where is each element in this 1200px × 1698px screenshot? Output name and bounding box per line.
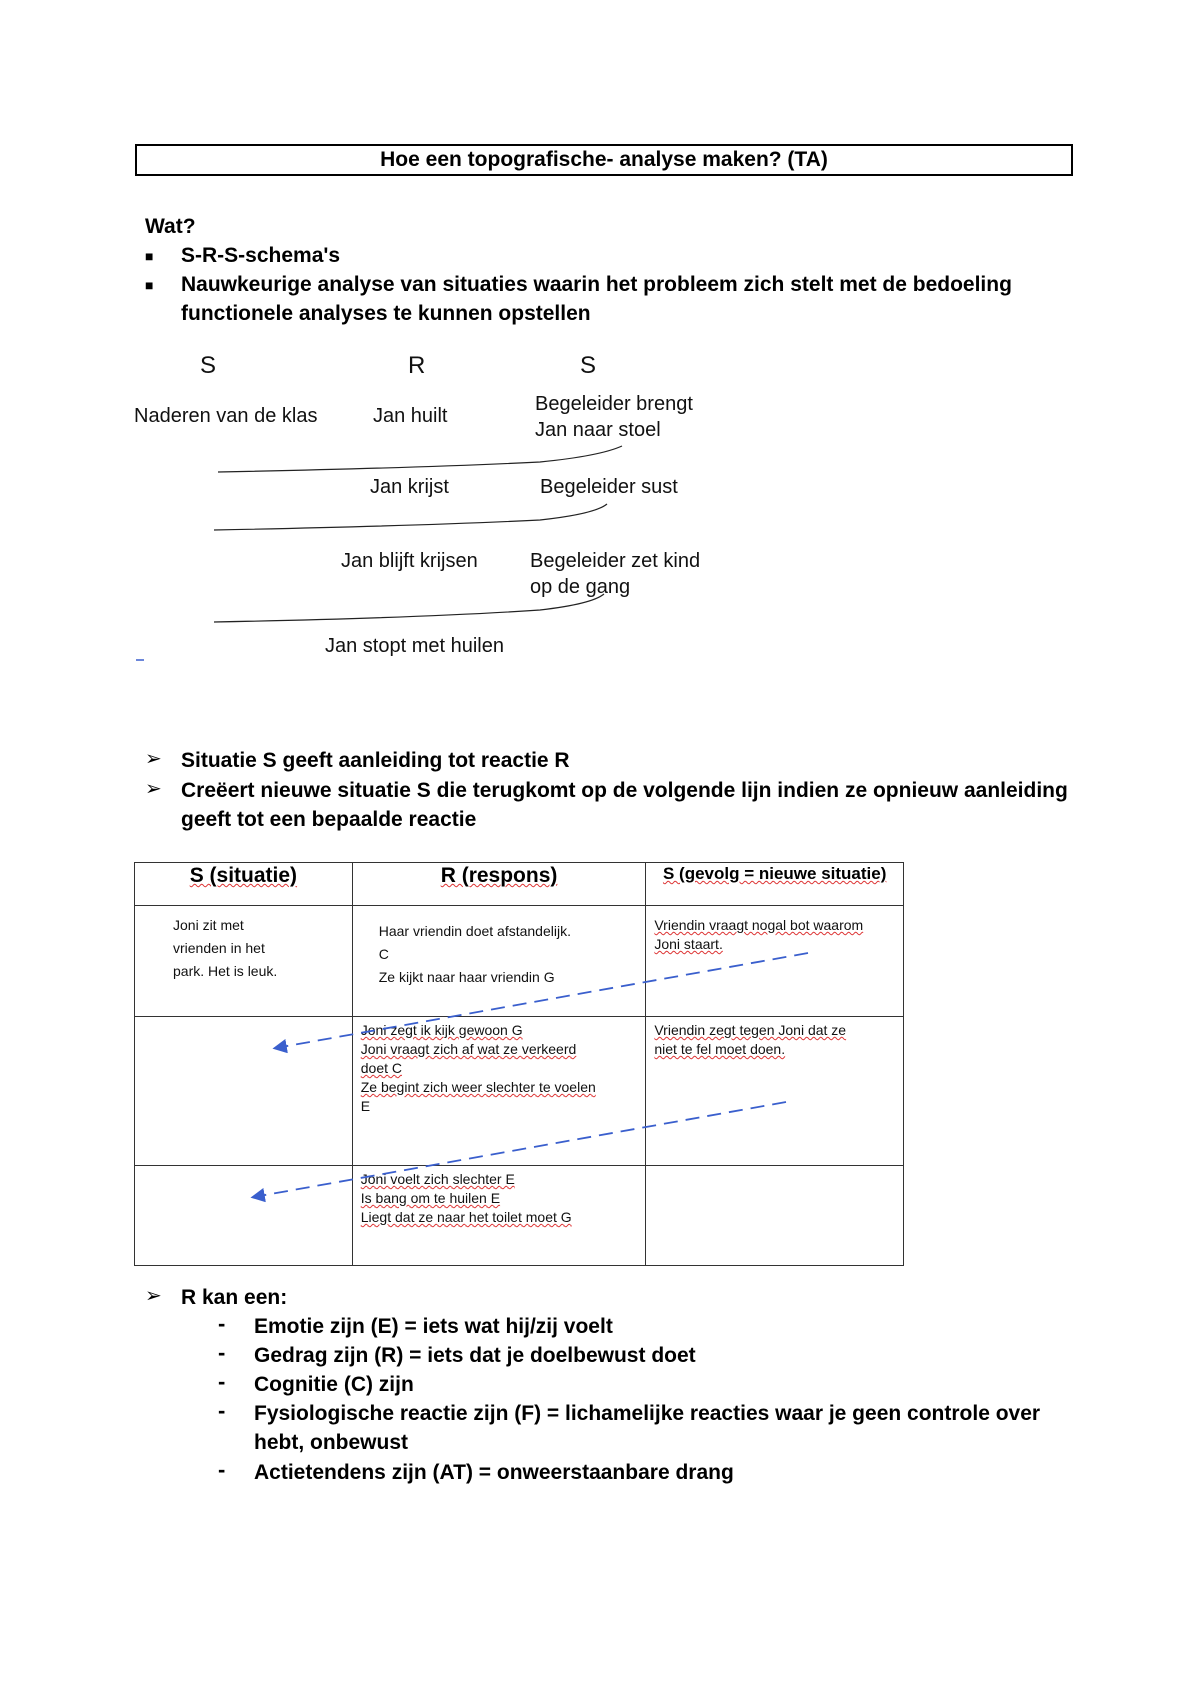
wat-heading: Wat?: [145, 215, 196, 238]
arrow-bullet-icon: ➢: [145, 748, 162, 770]
table-cell-response: Joni zegt ik kijk gewoon G Joni vraagt zich af wat ze verkeerd doet C Ze begint zich weer slechter te voelen E: [352, 1017, 646, 1166]
diagram-consequence-3a: Begeleider zet kind: [530, 550, 701, 572]
diagram-response-2: Jan krijst: [370, 476, 449, 498]
diagram-response-1: Jan huilt: [373, 405, 448, 427]
diagram-consequence-1b: Jan naar stoel: [535, 419, 661, 441]
diagram-situation-1: Naderen van de klas: [134, 405, 318, 427]
table-header-respons: R (respons): [352, 863, 646, 906]
r-kan-heading: R kan een:: [181, 1286, 288, 1309]
dashed-arrow-1: [276, 953, 808, 1048]
dash-bullet-icon: -: [218, 1398, 226, 1423]
diagram-consequence-2: Begeleider sust: [540, 476, 678, 498]
page-title: Hoe een topografische- analyse maken? (TA): [135, 144, 1073, 176]
diagram-response-3: Jan blijft krijsen: [341, 550, 478, 572]
table-cell-response: Joni voelt zich slechter E Is bang om te huilen E Liegt dat ze naar het toilet moet G: [352, 1166, 646, 1266]
diagram-header-r: R: [408, 352, 426, 379]
dash-bullet-icon: -: [218, 1340, 226, 1365]
table-cell-response: Haar vriendin doet afstandelijk. C Ze kijkt naar haar vriendin G: [352, 906, 646, 1017]
arrow-bullet-icon: ➢: [145, 778, 162, 800]
table-cell-situation: Joni zit met vrienden in het park. Het is leuk.: [135, 906, 353, 1017]
dashed-arrow-2: [254, 1102, 786, 1197]
r-kan-item: Actietendens zijn (AT) = onweerstaanbare drang: [254, 1461, 734, 1484]
diagram-header-s: S: [200, 352, 217, 379]
table-header-situatie: S (situatie): [135, 863, 353, 906]
dash-bullet-icon: -: [218, 1369, 226, 1394]
diagram-header-s2: S: [580, 352, 597, 379]
wat-bullet-2-cont: functionele analyses te kunnen opstellen: [181, 302, 591, 325]
square-bullet-icon: ■: [145, 277, 154, 293]
r-kan-item: Fysiologische reactie zijn (F) = lichamelijke reacties waar je geen controle over: [254, 1402, 1041, 1425]
r-kan-item: Cognitie (C) zijn: [254, 1373, 414, 1396]
table-cell-consequence: Vriendin zegt tegen Joni dat ze niet te fel moet doen.: [646, 1017, 904, 1166]
table-header-gevolg: S (gevolg = nieuwe situatie): [646, 863, 904, 906]
r-kan-item: Gedrag zijn (R) = iets dat je doelbewust doet: [254, 1344, 696, 1367]
point-2-cont: geeft tot een bepaalde reactie: [181, 808, 477, 831]
r-kan-item: Emotie zijn (E) = iets wat hij/zij voelt: [254, 1315, 613, 1338]
wat-bullet-1: S-R-S-schema's: [181, 244, 341, 267]
diagram-response-4: Jan stopt met huilen: [325, 635, 504, 657]
diagram-consequence-3b: op de gang: [530, 576, 631, 598]
point-1: Situatie S geeft aanleiding tot reactie R: [181, 749, 570, 772]
table-cell-consequence: Vriendin vraagt nogal bot waarom Joni staart.: [646, 906, 904, 1017]
r-kan-item-cont: hebt, onbewust: [254, 1431, 408, 1454]
dash-bullet-icon: -: [218, 1311, 226, 1336]
square-bullet-icon: ■: [145, 248, 154, 264]
point-2: Creëert nieuwe situatie S die terugkomt op de volgende lijn indien ze opnieuw aanleiding: [181, 779, 1068, 802]
arrow-bullet-icon: ➢: [145, 1285, 162, 1307]
diagram-consequence-1a: Begeleider brengt: [535, 393, 693, 415]
wat-bullet-2: Nauwkeurige analyse van situaties waarin het probleem zich stelt met de bedoeling: [181, 273, 1012, 296]
dash-bullet-icon: -: [218, 1457, 226, 1482]
